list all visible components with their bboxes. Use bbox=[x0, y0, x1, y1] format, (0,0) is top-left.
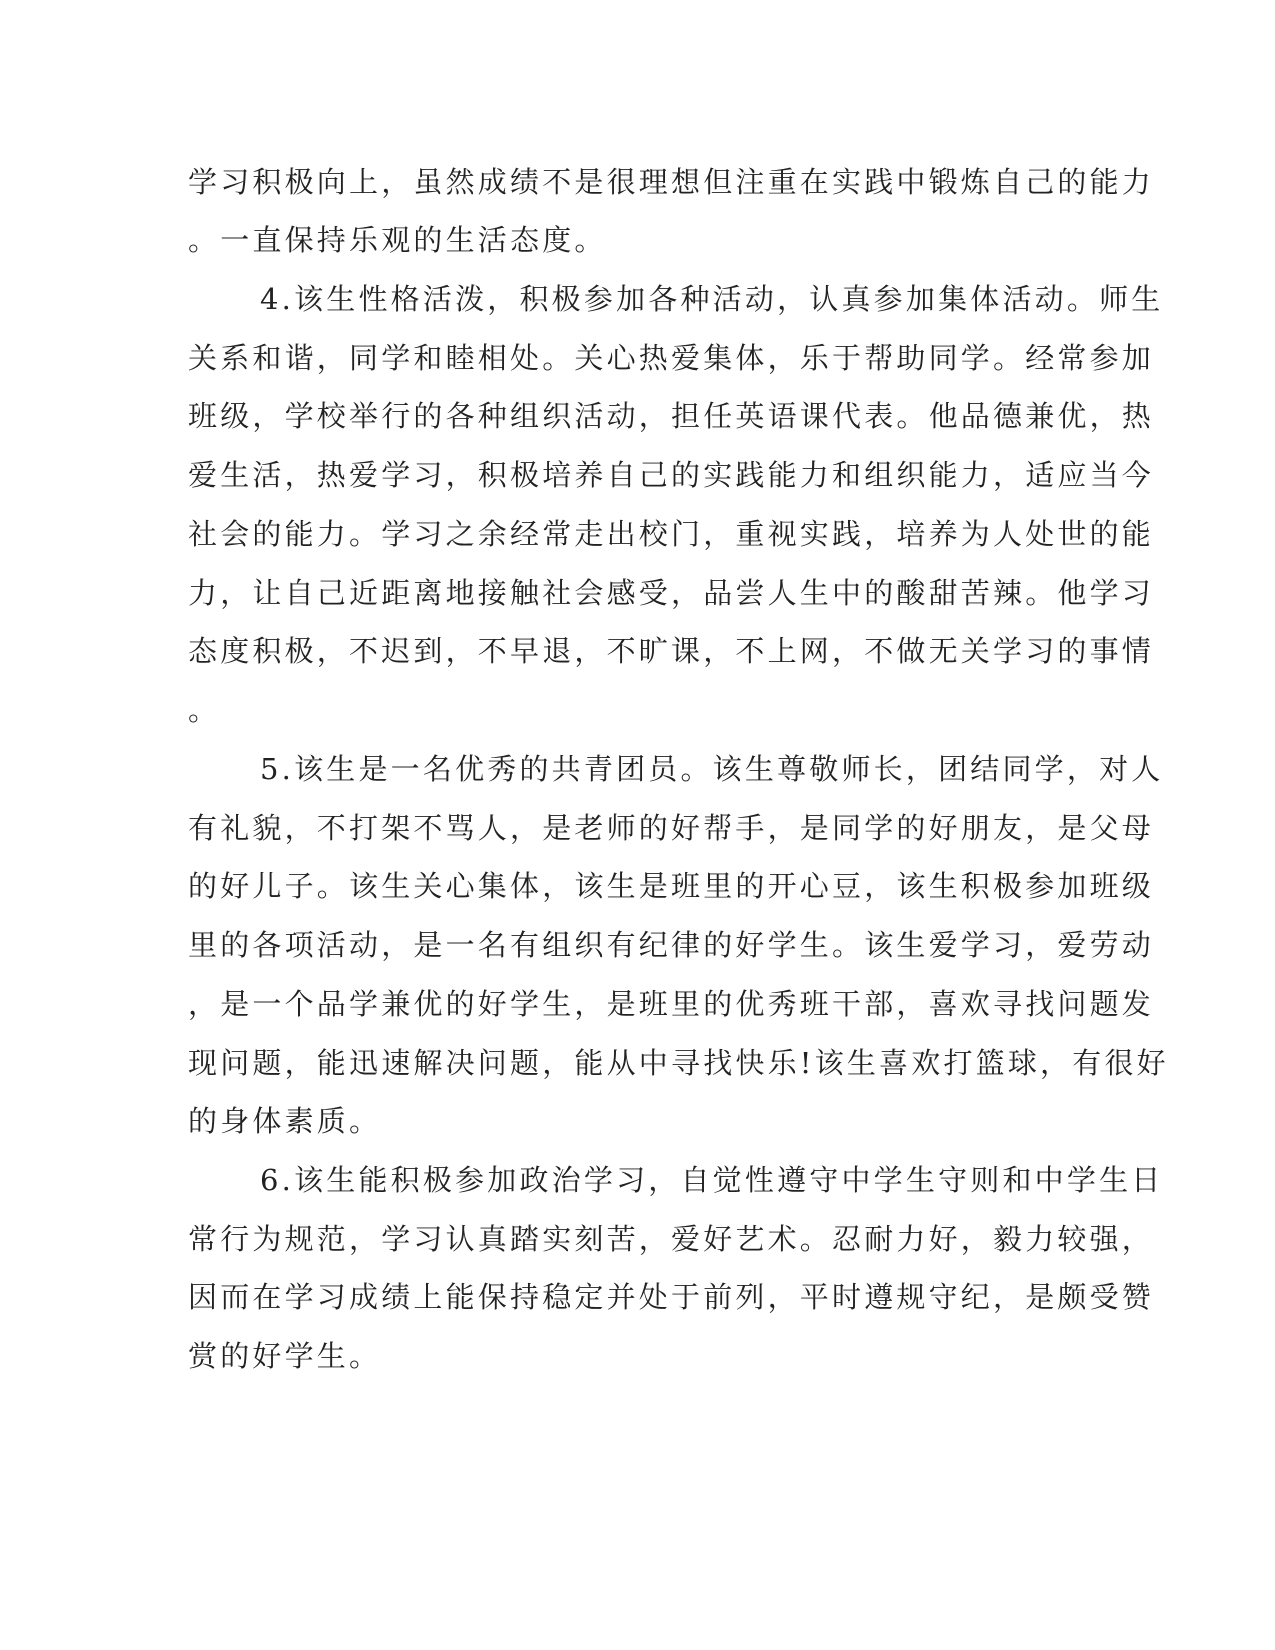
paragraph-4-line-3: 班级，学校举行的各种组织活动，担任英语课代表。他品德兼优，热 bbox=[188, 399, 1155, 433]
paragraph-4-line-2: 关系和谐，同学和睦相处。关心热爱集体，乐于帮助同学。经常参加 bbox=[188, 341, 1155, 375]
paragraph-5-line-5: ，是一个品学兼优的好学生，是班里的优秀班干部，喜欢寻找问题发 bbox=[188, 987, 1155, 1021]
paragraph-4-line-6: 力，让自己近距离地接触社会感受，品尝人生中的酸甜苦辣。他学习 bbox=[188, 576, 1155, 610]
paragraph-6-line-1: 6.该生能积极参加政治学习，自觉性遵守中学生守则和中学生日 bbox=[260, 1163, 1164, 1197]
paragraph-4-line-1: 4.该生性格活泼，积极参加各种活动，认真参加集体活动。师生 bbox=[260, 282, 1164, 316]
paragraph-5-line-7: 的身体素质。 bbox=[188, 1104, 382, 1138]
paragraph-4-line-4: 爱生活，热爱学习，积极培养自己的实践能力和组织能力，适应当今 bbox=[188, 458, 1155, 492]
paragraph-5-line-3: 的好儿子。该生关心集体，该生是班里的开心豆，该生积极参加班级 bbox=[188, 869, 1155, 903]
paragraph-6-line-2: 常行为规范，学习认真踏实刻苦，爱好艺术。忍耐力好，毅力较强， bbox=[188, 1222, 1155, 1256]
paragraph-5-line-1: 5.该生是一名优秀的共青团员。该生尊敬师长，团结同学，对人 bbox=[260, 752, 1164, 786]
paragraph-4-line-7: 态度积极，不迟到，不早退，不旷课，不上网，不做无关学习的事情 bbox=[188, 634, 1155, 668]
paragraph-3-line-1: 学习积极向上，虽然成绩不是很理想但注重在实践中锻炼自己的能力 bbox=[188, 165, 1155, 199]
paragraph-5-line-2: 有礼貌，不打架不骂人，是老师的好帮手，是同学的好朋友，是父母 bbox=[188, 811, 1155, 845]
paragraph-4-line-8: 。 bbox=[188, 693, 221, 727]
paragraph-6-line-4: 赏的好学生。 bbox=[188, 1339, 382, 1373]
paragraph-6-line-3: 因而在学习成绩上能保持稳定并处于前列，平时遵规守纪，是颇受赞 bbox=[188, 1280, 1155, 1314]
paragraph-5-line-4: 里的各项活动，是一名有组织有纪律的好学生。该生爱学习，爱劳动 bbox=[188, 928, 1155, 962]
paragraph-5-line-6: 现问题，能迅速解决问题，能从中寻找快乐!该生喜欢打篮球，有很好 bbox=[188, 1046, 1169, 1080]
paragraph-4-line-5: 社会的能力。学习之余经常走出校门，重视实践，培养为人处世的能 bbox=[188, 517, 1155, 551]
paragraph-3-line-2: 。一直保持乐观的生活态度。 bbox=[188, 223, 607, 257]
